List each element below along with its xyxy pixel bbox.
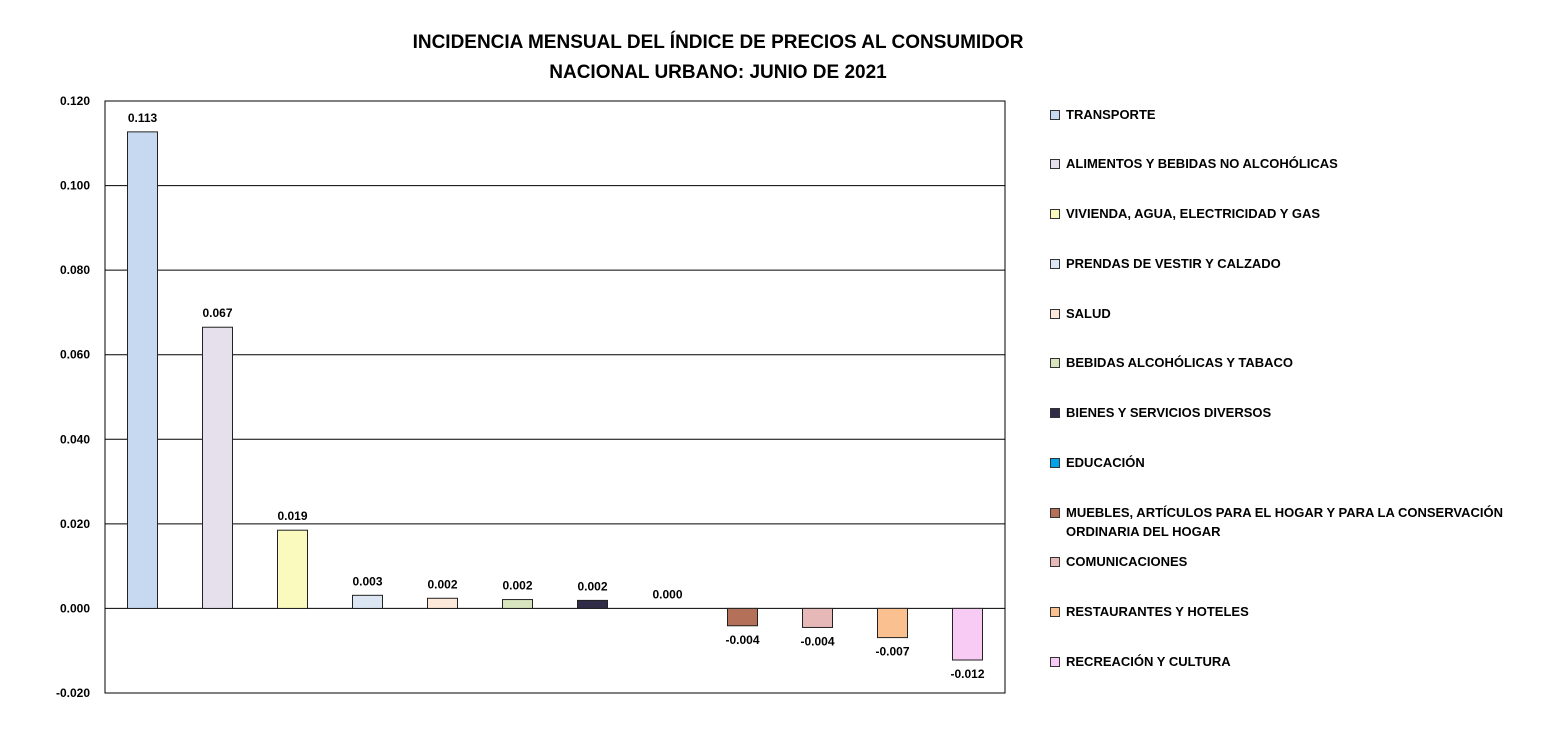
bar <box>128 132 158 609</box>
legend-item <box>1050 652 1530 671</box>
data-label: 0.003 <box>352 574 383 589</box>
data-label: 0.113 <box>127 110 158 125</box>
legend-label: COMUNICACIONES <box>1066 554 1188 569</box>
legend-label: MUEBLES, ARTÍCULOS PARA EL HOGAR Y PARA LA CONSERVACIÓN ORDINARIA DEL HOGAR <box>1066 505 1503 539</box>
legend-label: BIENES Y SERVICIOS DIVERSOS <box>1066 405 1272 420</box>
y-tick-label: 0.100 <box>59 178 90 193</box>
legend-item <box>1050 453 1530 472</box>
y-tick-label: 0.080 <box>59 263 90 278</box>
chart-title-line-2: NACIONAL URBANO: JUNIO DE 2021 <box>549 62 887 83</box>
bar <box>428 598 458 608</box>
y-tick-label: 0.020 <box>59 516 90 531</box>
y-tick-label: 0.000 <box>59 601 90 616</box>
legend-label: RESTAURANTES Y HOTELES <box>1066 604 1249 619</box>
data-label: 0.019 <box>277 509 308 524</box>
legend-item <box>1050 204 1530 223</box>
data-label: 0.002 <box>427 577 458 592</box>
legend-item <box>1050 105 1530 124</box>
legend-item <box>1050 353 1530 372</box>
plot-area <box>105 101 1005 693</box>
legend-swatch <box>1050 259 1060 269</box>
y-tick-label: 0.040 <box>59 432 90 447</box>
legend-swatch <box>1050 309 1060 319</box>
data-label: -0.004 <box>725 632 760 647</box>
legend-item <box>1050 552 1530 571</box>
legend-label: EDUCACIÓN <box>1066 455 1145 470</box>
bar <box>503 600 533 609</box>
legend-item <box>1050 304 1530 323</box>
legend-swatch <box>1050 358 1060 368</box>
legend-swatch <box>1050 607 1060 617</box>
legend-label: VIVIENDA, AGUA, ELECTRICIDAD Y GAS <box>1066 206 1321 221</box>
y-tick-label: 0.120 <box>59 94 90 108</box>
legend-label: ALIMENTOS Y BEBIDAS NO ALCOHÓLICAS <box>1066 156 1338 171</box>
legend-label: SALUD <box>1066 306 1111 321</box>
legend-item <box>1050 602 1530 621</box>
data-label: -0.012 <box>950 667 985 682</box>
legend-swatch <box>1050 458 1060 468</box>
legend-swatch <box>1050 110 1060 120</box>
data-label: 0.067 <box>202 306 233 321</box>
legend-label: RECREACIÓN Y CULTURA <box>1066 654 1231 669</box>
bar <box>878 608 908 637</box>
data-label: 0.002 <box>502 578 533 593</box>
legend-item <box>1050 154 1530 173</box>
legend-item <box>1050 503 1530 541</box>
legend-label: TRANSPORTE <box>1066 107 1156 122</box>
bar <box>203 327 233 608</box>
legend-item <box>1050 254 1530 273</box>
data-label: 0.000 <box>652 587 683 602</box>
legend-swatch <box>1050 408 1060 418</box>
legend-swatch <box>1050 657 1060 667</box>
legend-swatch <box>1050 159 1060 169</box>
y-tick-label: -0.020 <box>55 686 90 700</box>
legend-item <box>1050 403 1530 422</box>
legend-label: BEBIDAS ALCOHÓLICAS Y TABACO <box>1066 355 1294 370</box>
y-tick-label: 0.060 <box>59 347 90 362</box>
bar <box>803 608 833 627</box>
chart-title-line-1: INCIDENCIA MENSUAL DEL ÍNDICE DE PRECIOS AL CONSUMIDOR <box>412 32 1024 53</box>
legend-swatch <box>1050 508 1060 518</box>
bar <box>953 608 983 660</box>
bar <box>728 608 758 625</box>
data-label: -0.004 <box>800 634 835 649</box>
bar <box>278 530 308 608</box>
bar <box>353 595 383 608</box>
legend-swatch <box>1050 557 1060 567</box>
bar <box>578 600 608 608</box>
data-label: 0.002 <box>577 579 608 594</box>
data-label: -0.007 <box>875 644 910 659</box>
legend-swatch <box>1050 209 1060 219</box>
legend-label: PRENDAS DE VESTIR Y CALZADO <box>1066 256 1281 271</box>
